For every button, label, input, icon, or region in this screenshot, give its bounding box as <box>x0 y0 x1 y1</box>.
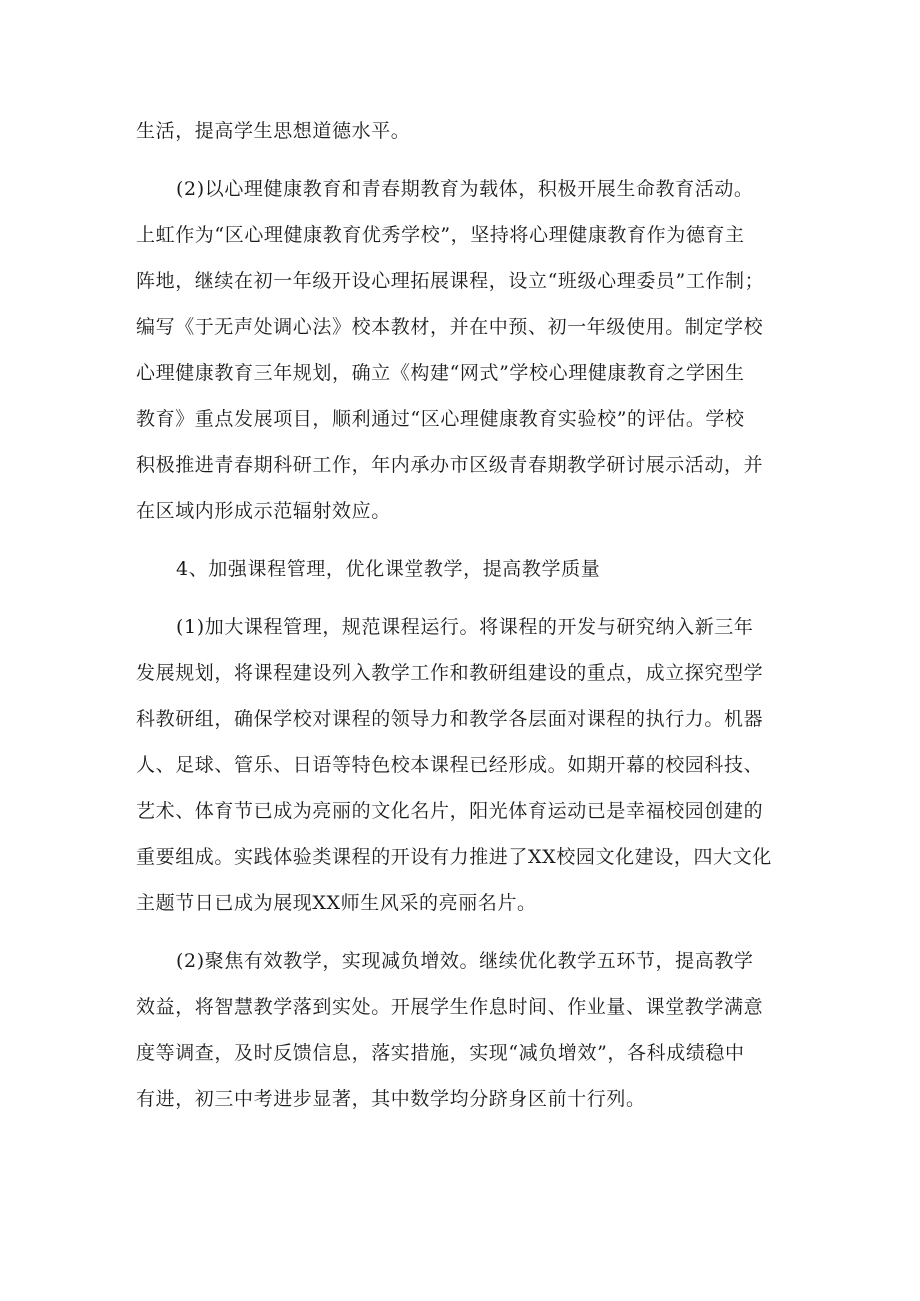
paragraph-line: 度等调查，及时反馈信息，落实措施，实现“减负增效”，各科成绩稳中 <box>136 1042 745 1064</box>
document-body <box>136 108 788 1122</box>
paragraph-line: 发展规划，将课程建设列入教学工作和教研组建设的重点，成立探究型学 <box>136 662 764 684</box>
paragraph-line: (1)加大课程管理，规范课程运行。将课程的开发与研究纳入新三年 <box>176 616 754 638</box>
paragraph-line: (2)聚焦有效教学，实现减负增效。继续优化教学五环节，提高教学 <box>176 950 754 972</box>
paragraph-line: 人、足球、管乐、日语等特色校本课程已经形成。如期开幕的校园科技、 <box>136 754 764 776</box>
paragraph-line: 编写《于无声处调心法》校本教材，并在中预、初一年级使用。制定学校 <box>136 316 764 338</box>
paragraph-line: 科教研组，确保学校对课程的领导力和教学各层面对课程的执行力。机器 <box>136 708 764 730</box>
section-heading: 4、加强课程管理，优化课堂教学，提高教学质量 <box>176 558 601 580</box>
paragraph-line: 阵地，继续在初一年级开设心理拓展课程，设立“班级心理委员”工作制； <box>136 270 765 292</box>
paragraph-line: 教育》重点发展项目，顺利通过“区心理健康教育实验校”的评估。学校 <box>136 408 745 430</box>
paragraph-line: 上虹作为“区心理健康教育优秀学校”，坚持将心理健康教育作为德育主 <box>136 224 745 246</box>
paragraph-line: 在区域内形成示范辐射效应。 <box>136 500 391 522</box>
paragraph-line: 积极推进青春期科研工作，年内承办市区级青春期教学研讨展示活动，并 <box>136 454 764 476</box>
paragraph-line: 生活，提高学生思想道德水平。 <box>136 120 411 142</box>
paragraph-line: (2)以心理健康教育和青春期教育为载体，积极开展生命教育活动。 <box>176 178 754 200</box>
paragraph-line: 主题节日已成为展现XX师生风采的亮丽名片。 <box>136 892 537 914</box>
paragraph-line: 心理健康教育三年规划，确立《构建“网式”学校心理健康教育之学困生 <box>136 362 745 384</box>
paragraph-line: 效益，将智慧教学落到实处。开展学生作息时间、作业量、课堂教学满意 <box>136 996 764 1018</box>
paragraph-line: 艺术、体育节已成为亮丽的文化名片，阳光体育运动已是幸福校园创建的 <box>136 800 764 822</box>
paragraph-line: 重要组成。实践体验类课程的开设有力推进了XX校园文化建设，四大文化 <box>136 846 772 868</box>
paragraph-line: 有进，初三中考进步显著，其中数学均分跻身区前十行列。 <box>136 1088 646 1110</box>
